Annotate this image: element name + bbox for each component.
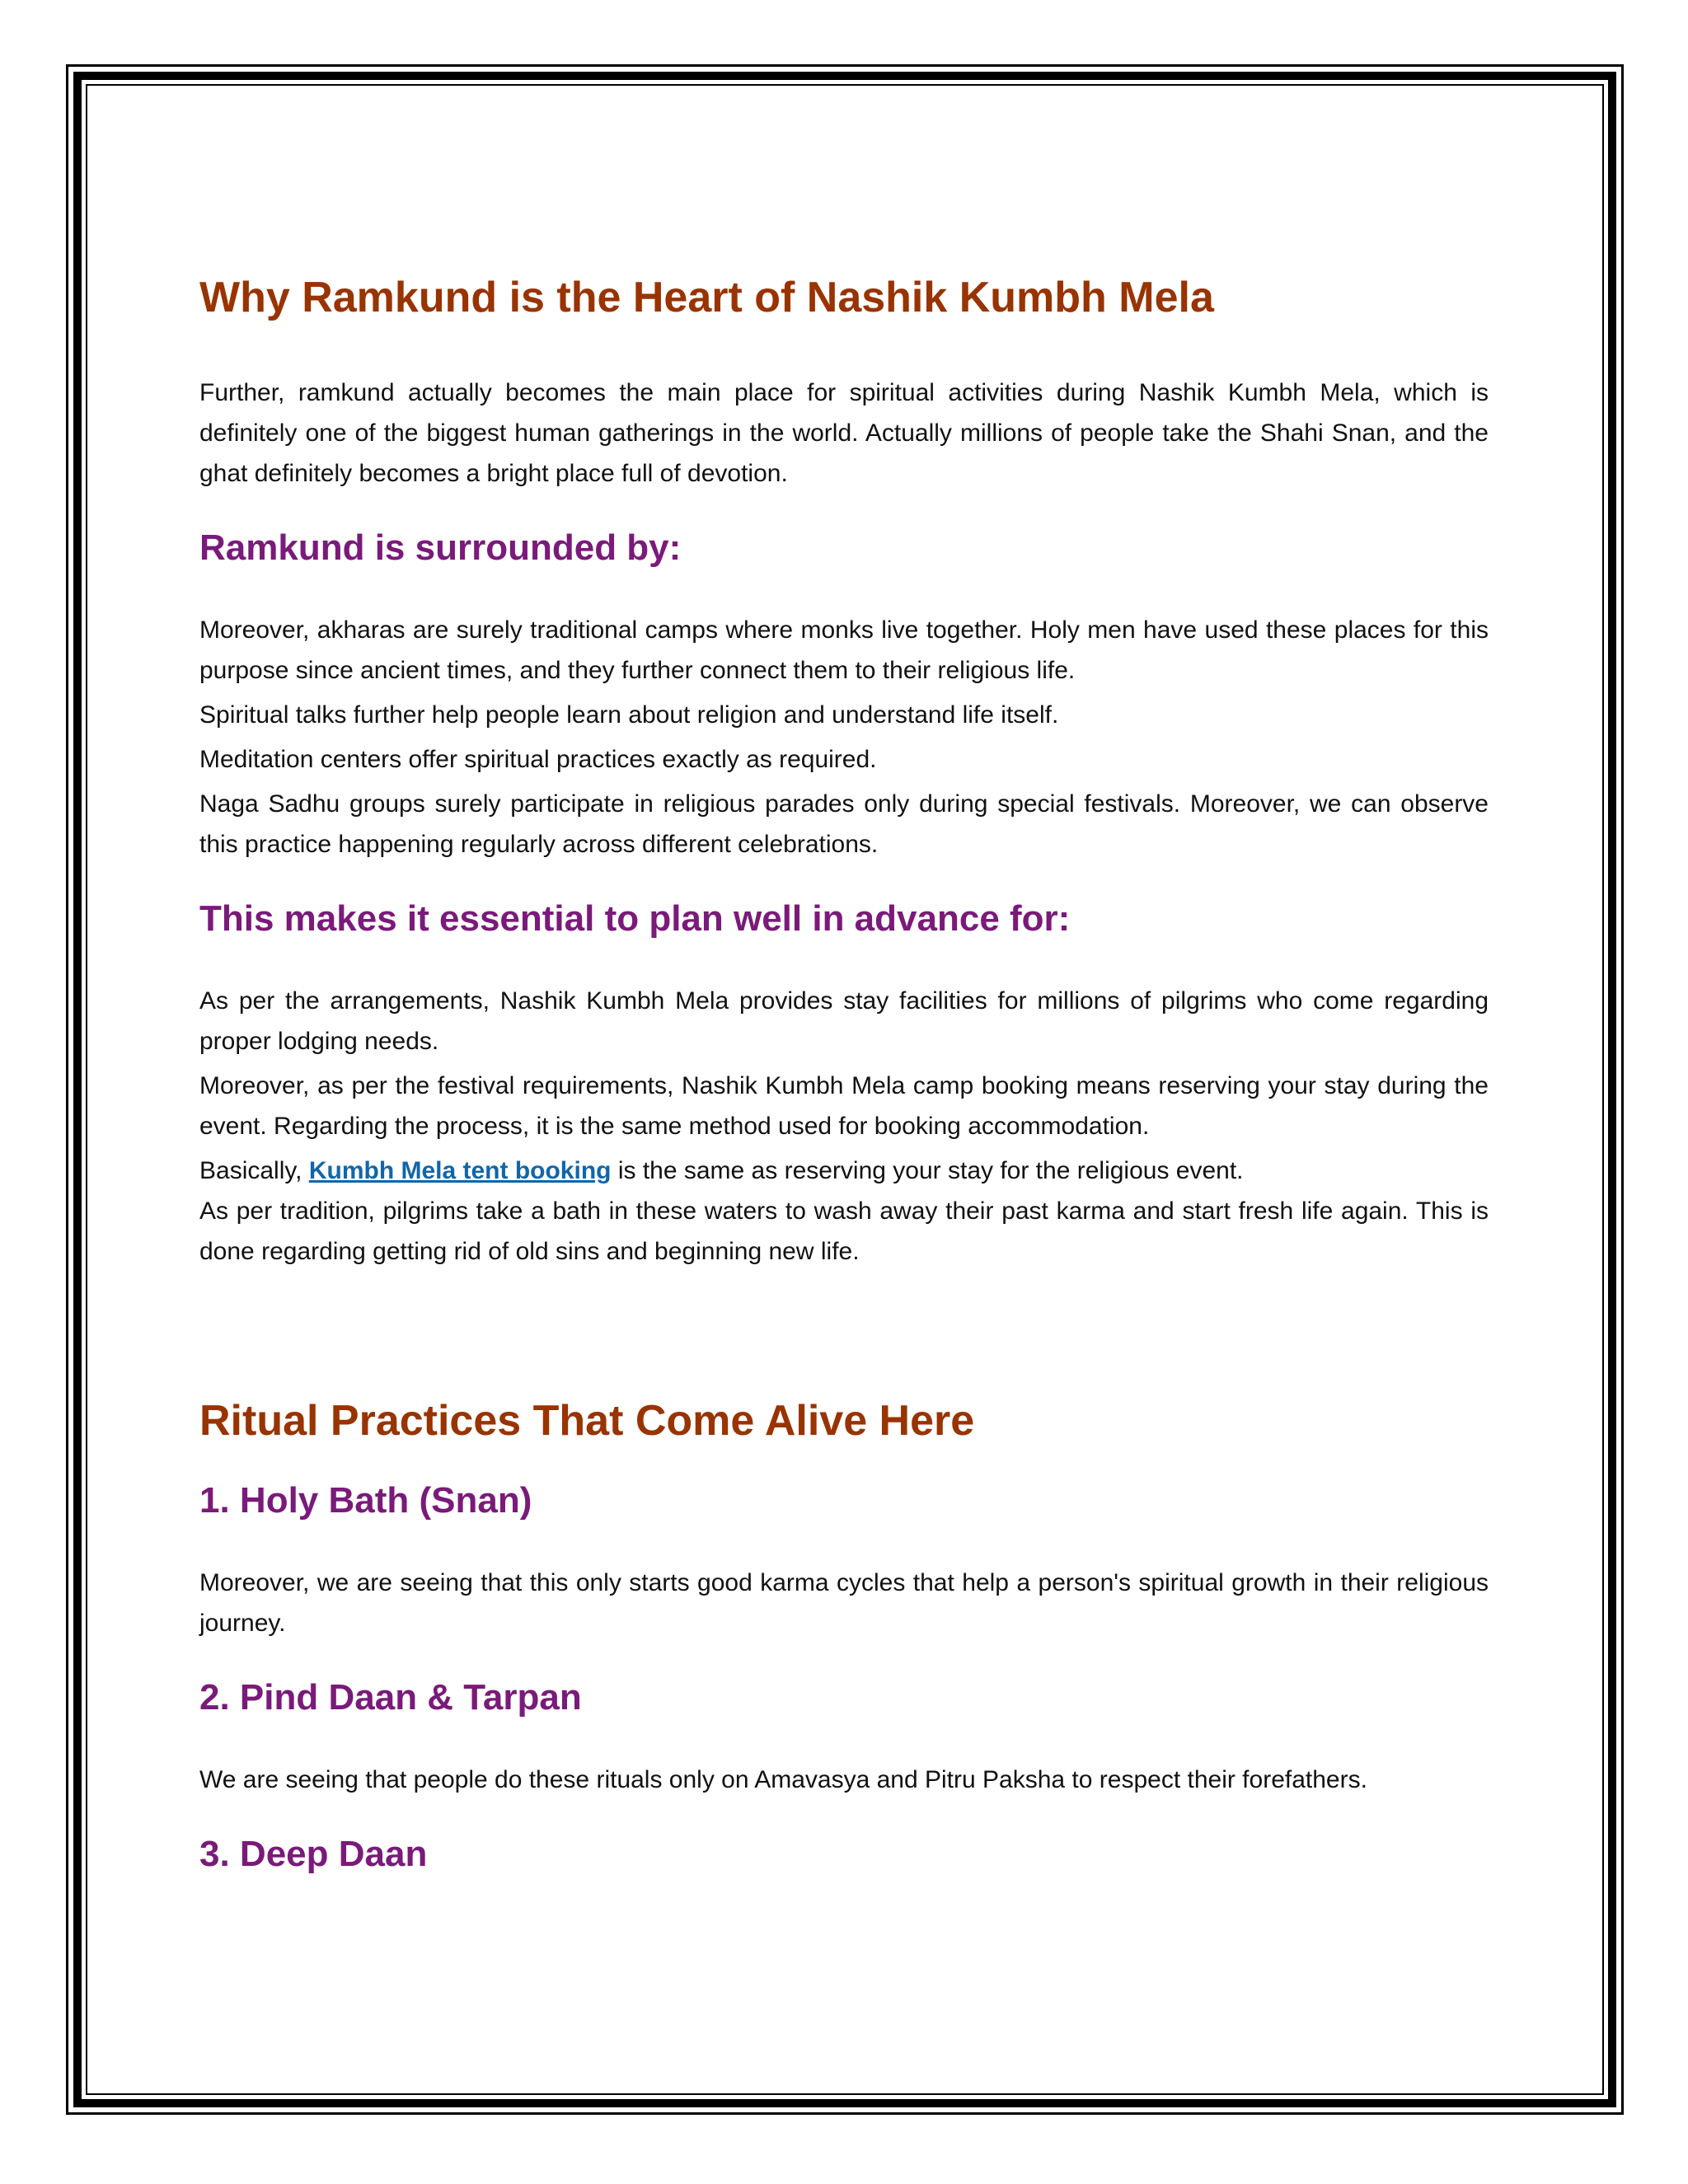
subheading-deep-daan: 3. Deep Daan	[199, 1833, 428, 1874]
paragraph-holy-bath-tradition: As per tradition, pilgrims take a bath in these waters to wash away their past karma and start fresh life again. This is done regarding getting rid of old sins and beginning new life.	[199, 1197, 1489, 1265]
subheading-holy-bath: 1. Holy Bath (Snan)	[199, 1480, 532, 1521]
paragraph-tent-booking	[199, 1151, 1489, 1191]
section-heading-ritual-practices: Ritual Practices That Come Alive Here	[199, 1396, 975, 1445]
paragraph-naga-sadhu: Naga Sadhu groups surely participate in religious parades only during special festivals. Moreover, we can observe this practice happening regularly across different celebrations.	[199, 790, 1489, 859]
section-heading-ramkund-heart: Why Ramkund is the Heart of Nashik Kumbh Mela	[199, 274, 1214, 321]
paragraph-akharas: Moreover, akharas are surely traditional camps where monks live together. Holy men have used these places for this purpose since ancient times, and they further connect them to their religious life.	[199, 616, 1489, 685]
kumbh-mela-tent-booking-link[interactable]: Kumbh Mela tent booking	[308, 1156, 612, 1184]
subheading-plan-in-advance: This makes it essential to plan well in advance for:	[199, 898, 1071, 940]
document-content	[199, 272, 1489, 1877]
subheading-pind-daan: 2. Pind Daan & Tarpan	[199, 1677, 582, 1718]
paragraph-stay-facilities: As per the arrangements, Nashik Kumbh Mela provides stay facilities for millions of pilgrims who come regarding proper lodging needs.	[199, 987, 1489, 1055]
paragraph-holy-bath: Moreover, we are seeing that this only starts good karma cycles that help a person's spiritual growth in their religious journey.	[199, 1569, 1489, 1638]
paragraph-ramkund-intro: Further, ramkund actually becomes the main place for spiritual activities during Nashik Kumbh Mela, which is definitely one of the biggest human gatherings in the world. Actually millions of people take the Shahi Snan, and the ghat definitely becomes a bright place full of devotion.	[199, 379, 1489, 488]
paragraph-meditation-centers: Meditation centers offer spiritual practices exactly as required.	[199, 746, 877, 774]
paragraph-pind-daan: We are seeing that people do these rituals only on Amavasya and Pitru Paksha to respect their forefathers.	[199, 1765, 1367, 1793]
paragraph-camp-booking: Moreover, as per the festival requirements, Nashik Kumbh Mela camp booking means reserving your stay during the event. Regarding the process, it is the same method used for booking accommodation.	[199, 1071, 1489, 1140]
tent-booking-prefix: Basically,	[199, 1156, 309, 1184]
paragraph-spiritual-talks: Spiritual talks further help people learn about religion and understand life itself.	[199, 701, 1059, 729]
subheading-surrounded-by: Ramkund is surrounded by:	[199, 527, 682, 569]
tent-booking-suffix: is the same as reserving your stay for the religious event.	[611, 1156, 1244, 1184]
